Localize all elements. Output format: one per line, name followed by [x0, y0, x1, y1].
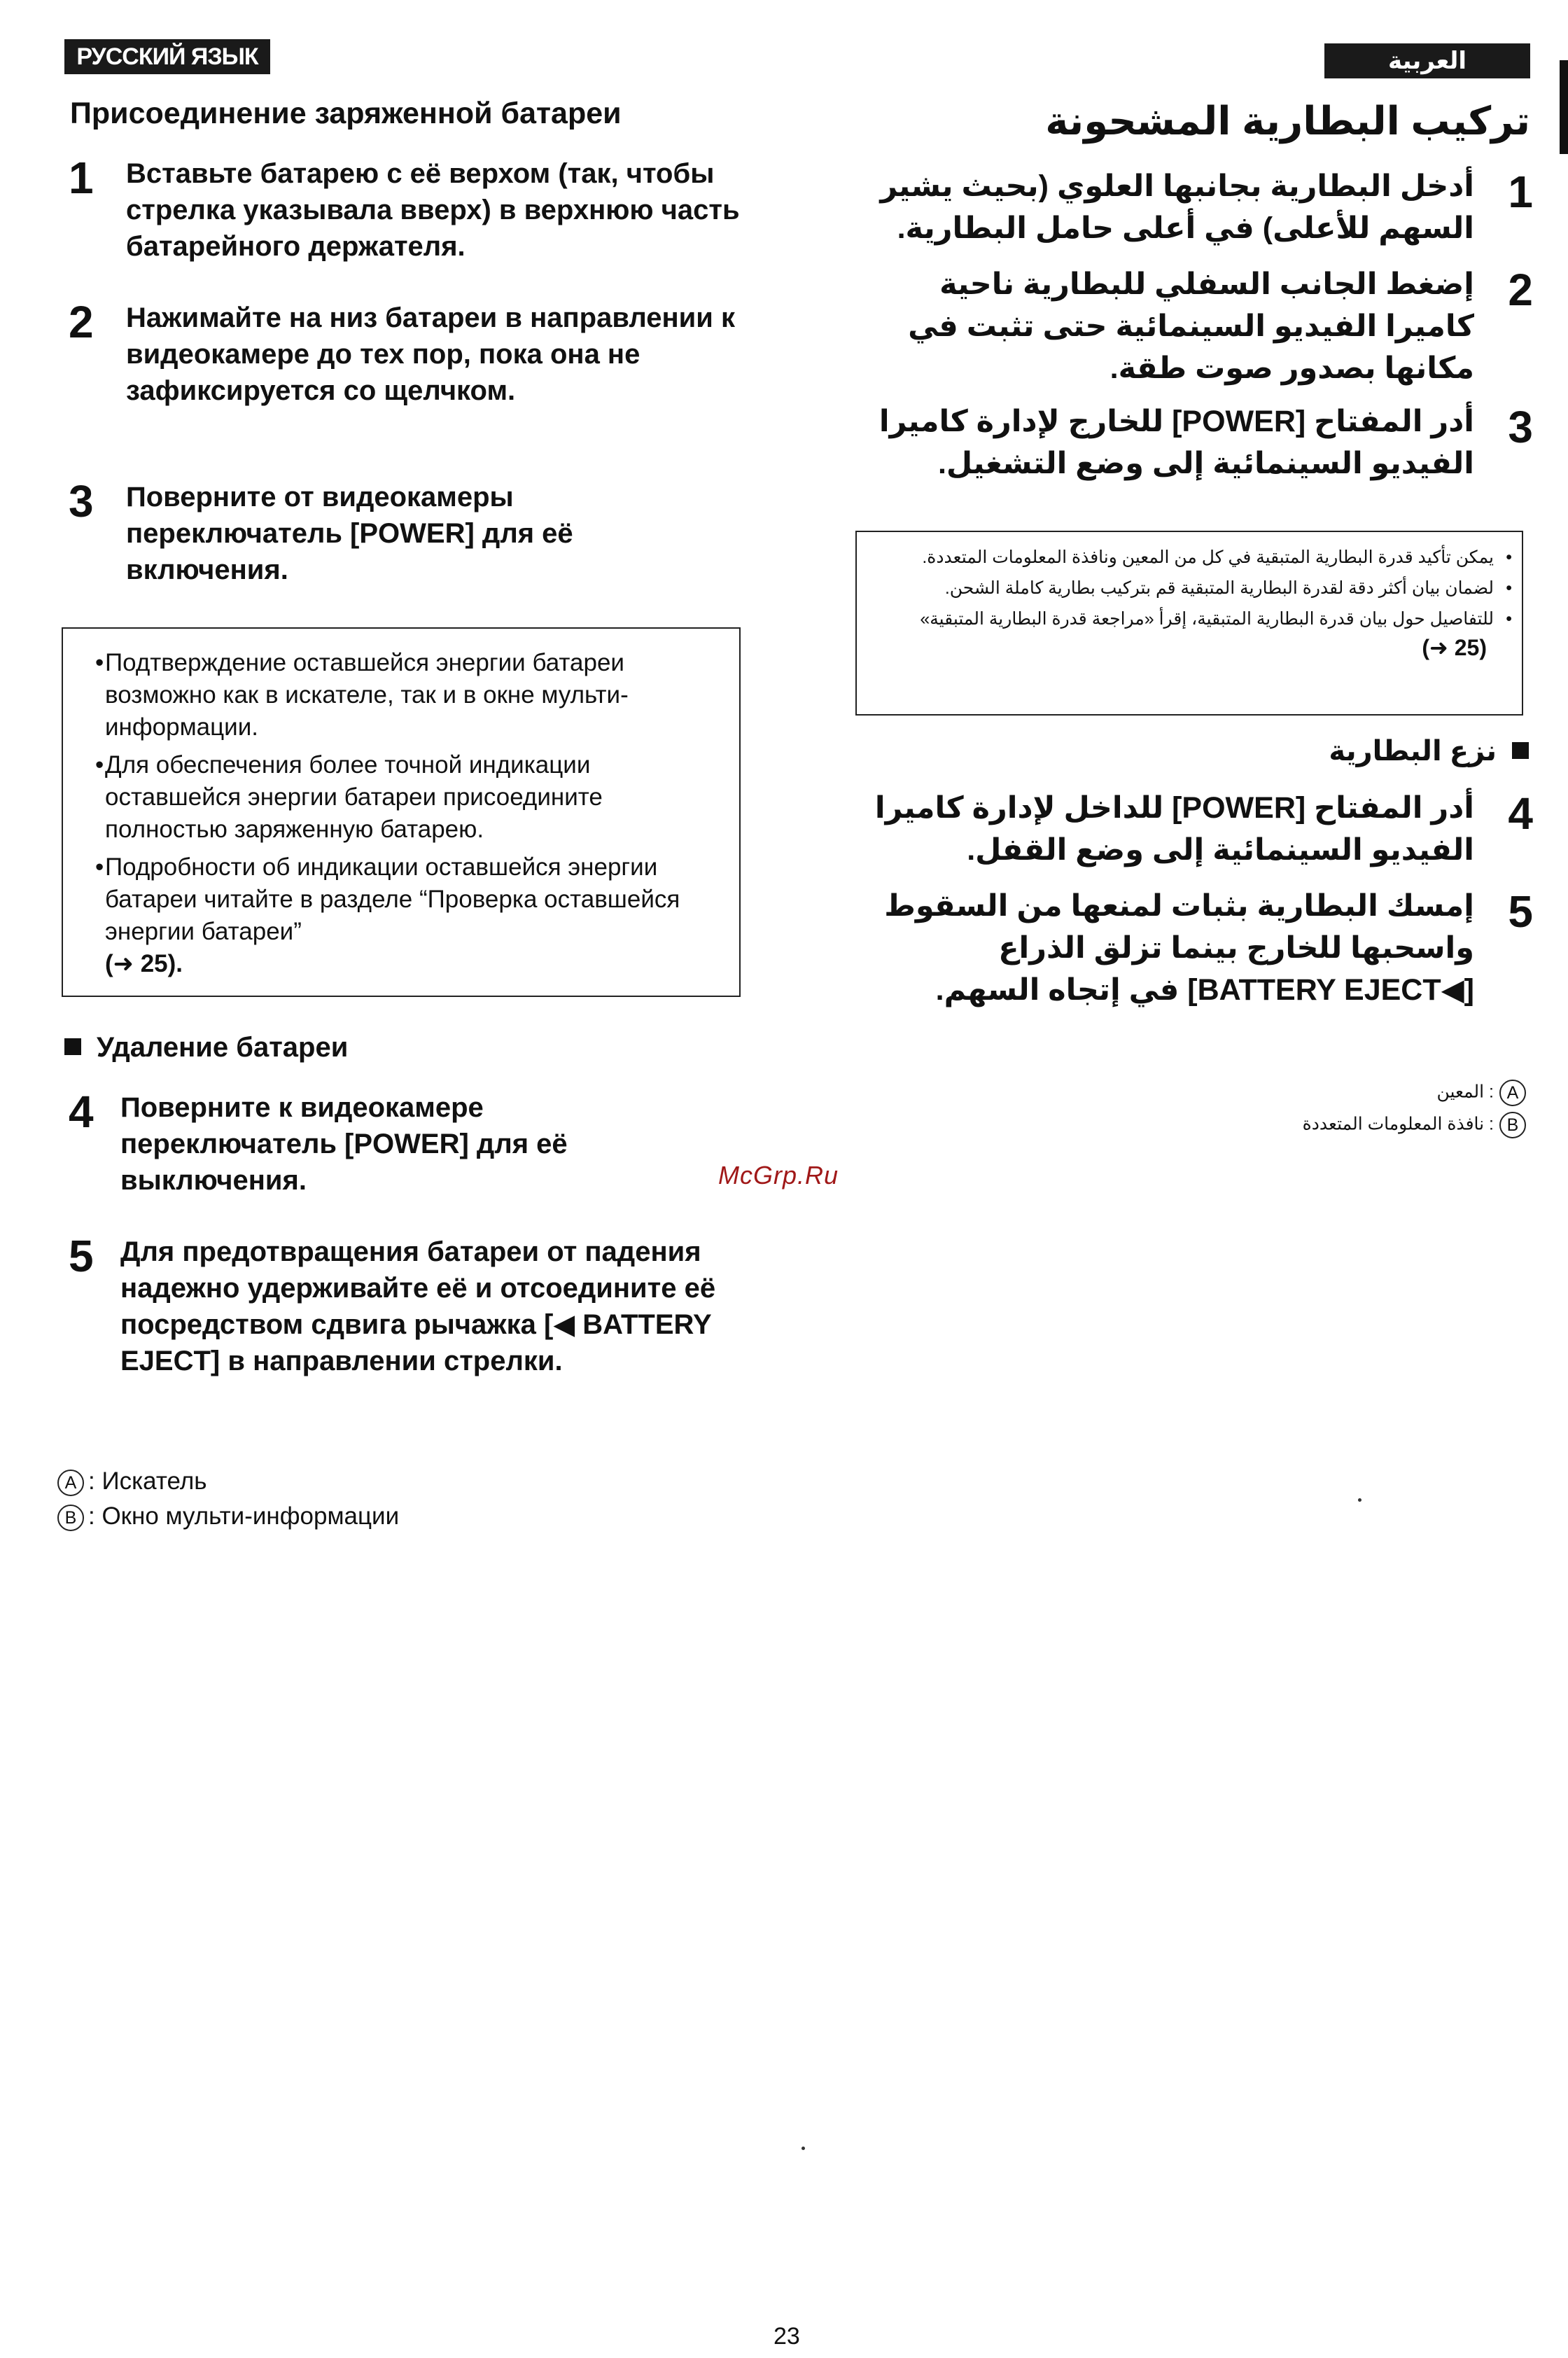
stray-dot	[802, 2147, 805, 2150]
step-text: أدخل البطارية بجانبها العلوي (بحيث يشير السهم للأعلى) في أعلى حامل البطارية.	[880, 169, 1474, 245]
ru-legend-b	[57, 1502, 399, 1531]
step-text: Вставьте батарею с её верхом (так, чтобы стрелка указывала вверх) в верхнюю часть батарейного держателя.	[126, 158, 740, 262]
note-text: Для обеспечения более точной индикации оставшейся энергии батареи присоедините полностью заряженную батарею.	[105, 751, 603, 843]
legend-text: : Искатель	[88, 1467, 207, 1495]
step-number: 2	[1508, 265, 1533, 315]
ar-section-title: تركيب البطارية المشحونة	[1045, 99, 1530, 143]
step-number: 3	[69, 476, 94, 526]
ar-note-2: • لضمان بيان أكثر دقة لقدرة البطارية المتبقية قم بتركيب بطارية كاملة الشحن.	[944, 578, 1512, 598]
step-number: 5	[69, 1231, 94, 1281]
step-number: 4	[69, 1087, 94, 1137]
ar-step-5	[833, 885, 1533, 1025]
language-badge-russian: РУССКИЙ ЯЗЫК	[64, 39, 270, 74]
ru-note-2: • Для обеспечения более точной индикации оставшейся энергии батареи присоедините полностью заряженную батарею.	[95, 751, 603, 843]
step-text: أدر المفتاح [POWER] للخارج لإدارة كاميرا الفيديو السينمائية إلى وضع التشغيل.	[878, 405, 1474, 480]
step-number: 1	[69, 153, 94, 203]
step-text: إمسك البطارية بثبات لمنعها من السقوط واسحبها للخارج بينما تزلق الذراع [◀BATTERY EJECT] في إتجاه السهم.	[884, 889, 1474, 1007]
page-reference: (➜ 25)	[1422, 635, 1487, 660]
page-edge-marker	[1560, 60, 1568, 154]
legend-text: : المعين	[1436, 1082, 1494, 1102]
ar-step-3	[833, 400, 1533, 491]
ru-legend-a	[57, 1467, 206, 1496]
heading-text: نزع البطارية	[1329, 736, 1497, 767]
ar-legend-a	[1436, 1080, 1526, 1106]
step-number: 3	[1508, 402, 1533, 452]
ru-step-4	[69, 1089, 762, 1222]
note-text: Подтверждение оставшейся энергии батареи возможно как в искателе, так и в окне мульти-информации.	[105, 649, 629, 741]
legend-text: : Окно мульти-информации	[88, 1502, 400, 1530]
ar-removal-heading	[1329, 735, 1529, 767]
circled-a-icon: A	[57, 1470, 84, 1496]
ar-step-4	[833, 787, 1533, 878]
step-number: 1	[1508, 167, 1533, 217]
ru-removal-heading	[64, 1032, 348, 1063]
stray-dot	[1358, 1498, 1362, 1502]
square-bullet-icon	[64, 1038, 81, 1055]
language-badge-arabic: العربية	[1324, 43, 1530, 78]
page-reference: (➜ 25).	[105, 950, 183, 977]
ar-note-3: • للتفاصيل حول بيان قدرة البطارية المتبقية، إقرأ «مراجعة قدرة البطارية المتبقية»	[920, 609, 1512, 629]
step-number: 5	[1508, 886, 1533, 937]
circled-a-icon: A	[1499, 1080, 1526, 1106]
circled-b-icon: B	[57, 1505, 84, 1531]
ar-step-2	[833, 263, 1533, 396]
page-number: 23	[774, 2323, 800, 2350]
ru-section-title: Присоединение заряженной батареи	[70, 97, 622, 130]
ru-note-1: • Подтверждение оставшейся энергии батареи возможно как в искателе, так и в окне мульти-информации.	[95, 649, 629, 741]
note-text: لضمان بيان أكثر دقة لقدرة البطارية المتبقية قم بتركيب بطارية كاملة الشحن.	[944, 578, 1494, 598]
ru-step-1	[69, 155, 762, 274]
ar-legend-b	[1303, 1112, 1526, 1138]
circled-b-icon: B	[1499, 1112, 1526, 1138]
ar-note-1: • يمكن تأكيد قدرة البطارية المتبقية في كل من المعين ونافذة المعلومات المتعددة.	[922, 547, 1512, 567]
ru-notes-box	[62, 627, 741, 997]
ar-step-1	[833, 165, 1533, 256]
step-text: Нажимайте на низ батареи в направлении к видеокамере до тех пор, пока она не зафиксируется со щелчком.	[126, 302, 735, 406]
note-text: للتفاصيل حول بيان قدرة البطارية المتبقية، إقرأ «مراجعة قدرة البطارية المتبقية»	[920, 609, 1494, 629]
ar-notes-box	[855, 531, 1523, 716]
note-text: Подробности об индикации оставшейся энергии батареи читайте в разделе “Проверка оставшейся энергии батареи”	[105, 853, 680, 945]
step-text: أدر المفتاح [POWER] للداخل لإدارة كاميرا الفيديو السينمائية إلى وضع القفل.	[874, 791, 1474, 867]
step-number: 2	[69, 297, 94, 347]
step-text: Поверните к видеокамере переключатель [POWER] для её выключения.	[120, 1092, 568, 1196]
ru-note-3: • Подробности об индикации оставшейся энергии батареи читайте в разделе “Проверка оставшейся энергии батареи” (➜ 25).	[95, 853, 680, 977]
ru-step-3	[69, 476, 762, 598]
heading-text: Удаление батареи	[97, 1032, 349, 1063]
ru-step-5	[69, 1231, 762, 1437]
step-text: إضغط الجانب السفلي للبطارية ناحية كاميرا الفيديو السينمائية حتى تثبت في مكانها بصدور صوت طقة.	[908, 267, 1474, 385]
square-bullet-icon	[1512, 742, 1529, 759]
step-number: 4	[1508, 788, 1533, 839]
note-text: يمكن تأكيد قدرة البطارية المتبقية في كل من المعين ونافذة المعلومات المتعددة.	[922, 547, 1494, 567]
step-text: Поверните от видеокамеры переключатель [POWER] для её включения.	[126, 482, 573, 585]
watermark: McGrp.Ru	[718, 1161, 839, 1190]
ru-step-2	[69, 297, 762, 454]
legend-text: : نافذة المعلومات المتعددة	[1302, 1114, 1494, 1134]
step-text: Для предотвращения батареи от падения надежно удерживайте её и отсоедините её посредством сдвига рычажка [◀ BATTERY EJECT] в направлении стрелки.	[120, 1236, 716, 1376]
